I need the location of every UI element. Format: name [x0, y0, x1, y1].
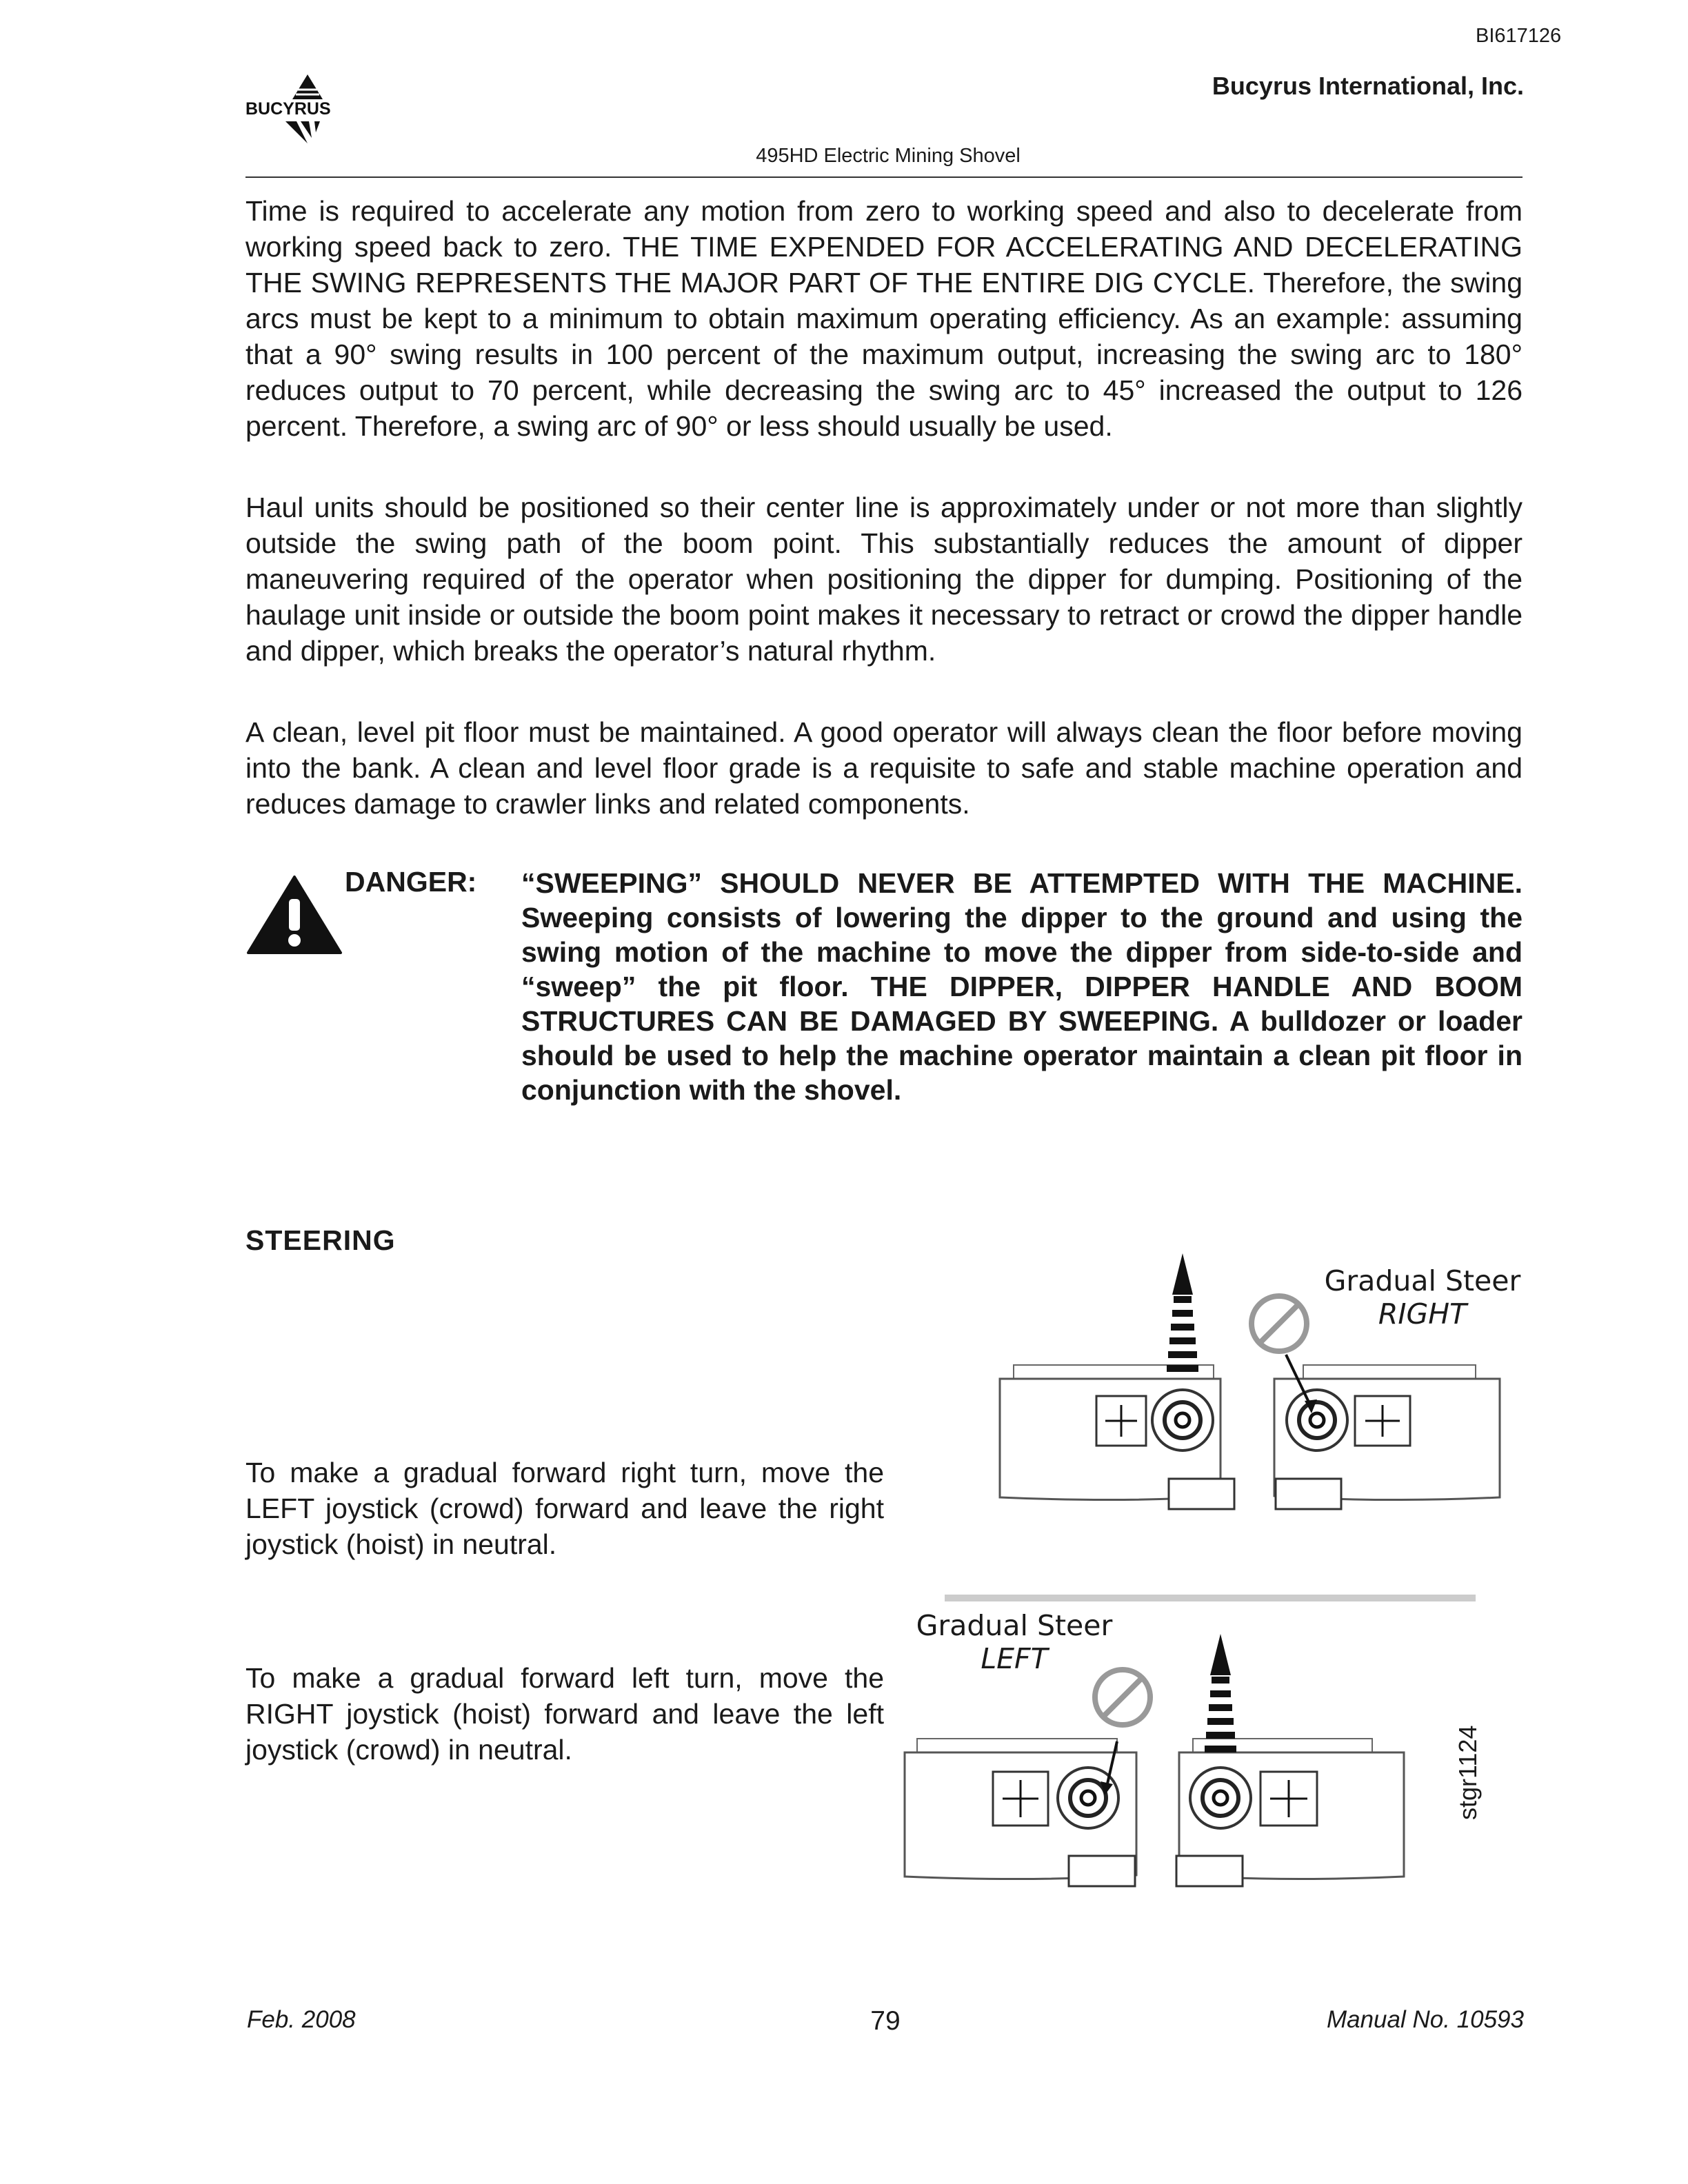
- footer-manual-number: Manual No. 10593: [1326, 2006, 1524, 2033]
- figure-id: stgr1124: [1454, 1725, 1482, 1820]
- caption-right-line2: RIGHT: [1378, 1297, 1467, 1331]
- steering-right-instructions: To make a gradual forward right turn, move the LEFT joystick (crowd) forward and leave the right joystick (hoist) in neutral.: [245, 1457, 884, 1560]
- document-id: BI617126: [1476, 25, 1562, 47]
- danger-text: “SWEEPING” SHOULD NEVER BE ATTEMPTED WITH THE MACHINE. Sweeping consists of lowering the dipper to the ground and using the swing motion of the machine to move the dipper from side-to-side and “sweep” the pit floor. THE DIPPER, DIPPER HANDLE AND BOOM STRUCTURES CAN BE DAMAGED BY SWEEPING. A bulldozer or loader should be used to help the machine operator maintain a clean pit floor in conjunction with the shovel.: [521, 867, 1523, 1106]
- paragraph-haul-units: Haul units should be positioned so their center line is approximately under or not more than slightly outside the swing path of the boom point. This substantially reduces the amount of dipper maneuvering required of the operator when positioning the dipper for dumping. Positioning of the haulage unit inside or outside the boom point makes it necessary to retract or crowd the dipper handle and dipper, which breaks the operator’s natural rhythm.: [245, 492, 1523, 667]
- bucyrus-logo: [243, 69, 374, 146]
- caption-right-line1: Gradual Steer: [1324, 1264, 1521, 1297]
- header-rule: [245, 176, 1523, 178]
- caption-left-line2: LEFT: [981, 1642, 1048, 1675]
- warning-triangle-icon: [245, 874, 343, 956]
- document-subtitle: 495HD Electric Mining Shovel: [756, 145, 1021, 167]
- steering-heading: STEERING: [245, 1224, 396, 1256]
- caption-left-line1: Gradual Steer: [916, 1609, 1113, 1642]
- danger-label: DANGER:: [345, 866, 477, 898]
- steering-left-instructions: To make a gradual forward left turn, move the RIGHT joystick (hoist) forward and leave the left joystick (crowd) in neutral.: [245, 1662, 884, 1766]
- company-name: Bucyrus International, Inc.: [1212, 72, 1524, 100]
- logo-text: BUCYRUS: [245, 99, 331, 119]
- footer-date: Feb. 2008: [247, 2006, 356, 2033]
- paragraph-pit-floor: A clean, level pit floor must be maintained. A good operator will always clean the floor before moving into the bank. A clean and level floor grade is a requisite to safe and stable machine operation and reduces damage to crawler links and related components.: [245, 716, 1523, 820]
- gradual-steer-right-diagram: [993, 1248, 1503, 1524]
- page-number: 79: [870, 2006, 901, 2036]
- gradual-steer-left-diagram: [896, 1579, 1489, 1903]
- paragraph-swing-time: Time is required to accelerate any motion from zero to working speed and also to decelerate from working speed back to zero. THE TIME EXPENDED FOR ACCELERATING AND DECELERATING THE SWING REPRESENTS THE MAJOR PART OF THE ENTIRE DIG CYCLE. Therefore, the swing arcs must be kept to a minimum to obtain maximum operating efficiency. As an example: assuming that a 90° swing results in 100 percent of the maximum output, increasing the swing arc to 180° reduces output to 70 percent, while decreasing the swing arc to 45° increased the output to 126 percent. Therefore, a swing arc of 90° or less should usually be used.: [245, 195, 1523, 442]
